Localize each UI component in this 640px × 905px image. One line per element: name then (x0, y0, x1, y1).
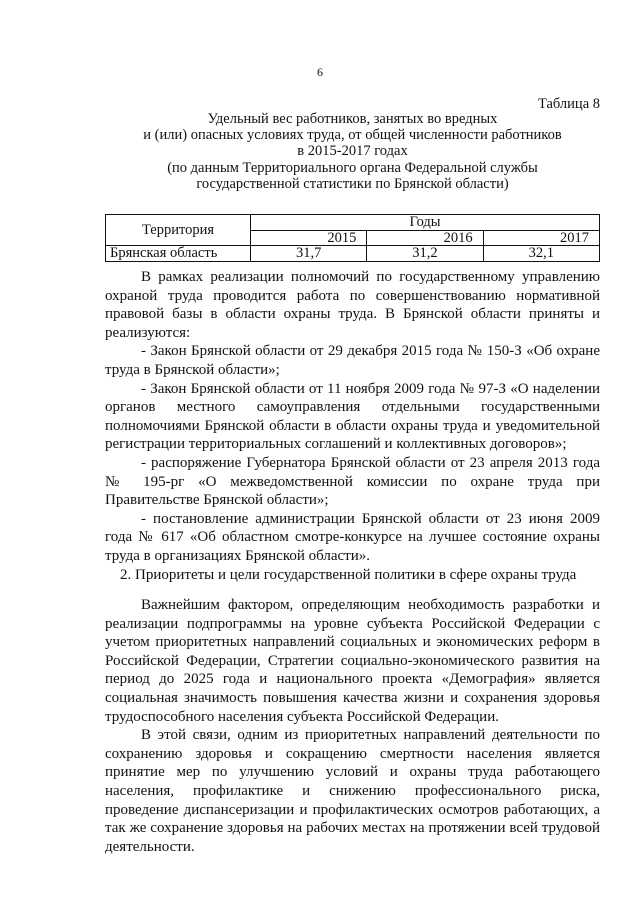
section-heading: 2. Приоритеты и цели государственной политики в сфере охраны труда (120, 567, 577, 583)
territory-header: Территория (106, 215, 251, 246)
list-item: - Закон Брянской области от 29 декабря 2015 года № 150-З «Об охране труда в Брянской области»; (105, 343, 600, 378)
list-item: - постановление администрации Брянской области от 23 июня 2009 года № 617 «Об областном смотре-конкурсе на лучшее состояние охраны труда в организациях Брянской области». (105, 510, 600, 564)
table-caption (105, 111, 600, 192)
year-header: 2016 (367, 230, 483, 246)
list-item: - Закон Брянской области от 11 ноября 2009 года № 97-З «О наделении органов местного самоуправления отдельными государственными полномочиями Брянской области в области охраны труда и уведомительной регистрации территориальных соглашений и коллективных договоров»; (105, 380, 600, 453)
year-header: 2015 (251, 230, 367, 246)
value-cell: 31,7 (251, 246, 367, 262)
value-cell: 32,1 (483, 246, 599, 262)
list-item: - распоряжение Губернатора Брянской области от 23 апреля 2013 года № 195-рг «О межведомственной комиссии по охране труда при Правительстве Брянской области»; (105, 454, 600, 509)
caption-line: государственной статистики по Брянской области) (196, 175, 509, 192)
year-header: 2017 (483, 230, 599, 246)
section-body (105, 596, 600, 856)
years-header: Годы (251, 215, 600, 231)
caption-line: (по данным Территориального органа Федеральной службы (167, 159, 538, 176)
paragraph: В этой связи, одним из приоритетных направлений деятельности по сохранению здоровья и сокращению смертности населения является принятие мер по улучшению условий и охраны труда работающего населения, профилактике и снижению профессионального риска, проведение диспансеризации и профилактических осмотров работающих, а так же сохранение здоровья на рабочих местах на протяжении всей трудовой деятельности. (105, 727, 600, 855)
table-row (106, 246, 600, 262)
caption-line: в 2015-2017 годах (297, 143, 408, 160)
page-number: 6 (317, 65, 323, 79)
region-cell: Брянская область (106, 246, 251, 262)
statistics-table (105, 214, 600, 262)
caption-line: Удельный вес работников, занятых во вредных (207, 111, 498, 127)
table-label: Таблица 8 (537, 96, 600, 112)
value-cell: 31,2 (367, 246, 483, 262)
paragraph: Важнейшим фактором, определяющим необходимость разработки и реализации подпрограммы на уровне субъекта Российской Федерации с учетом приоритетных направлений социальных и экономических реформ в Российской Федерации, Стратегии социально-экономического развития на период до 2025 года и национального проекта «Демография» является социальная значимость повышения качества жизни и сохранения здоровья трудоспособного населения субъекта Российской Федерации. (105, 597, 600, 725)
body-text (105, 268, 600, 566)
caption-line: и (или) опасных условиях труда, от общей численности работников (143, 127, 562, 144)
paragraph: В рамках реализации полномочий по государственному управлению охраной труда проводится работа по совершенствованию нормативной правовой базы в области охраны труда. В Брянской области приняты и реализуются: (105, 269, 600, 341)
